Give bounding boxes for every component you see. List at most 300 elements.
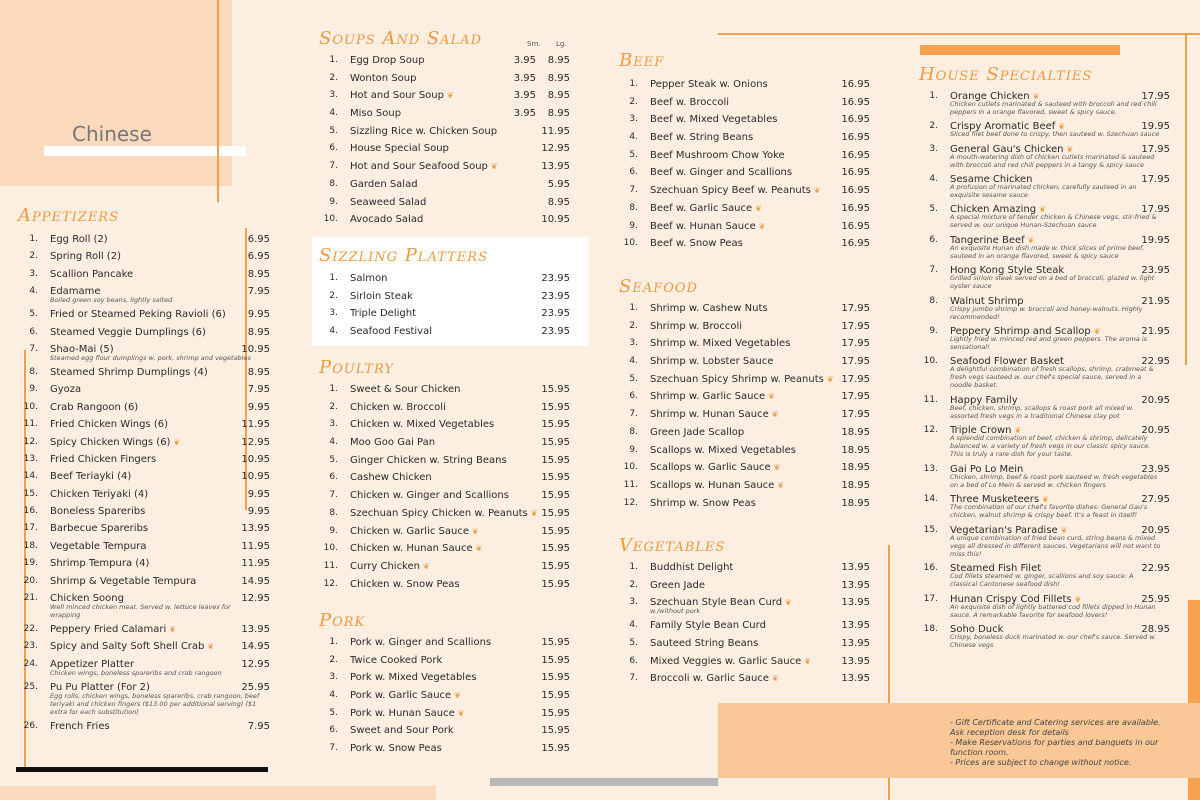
item-price-large: 8.95 [547,196,570,208]
item-name: Chicken w. Garlic Sauce ❦ [350,525,479,537]
menu-item[interactable] [318,140,570,158]
item-price: 16.95 [841,79,870,90]
menu-item[interactable] [18,718,270,735]
item-price: 16.95 [841,202,870,214]
pork-list [318,634,570,758]
item-description: An exquisite Hunan dish made w. thick slices of prime beef, sauteed in an orange flavored, sweet & spicy sauce [950,243,1145,260]
menu-item[interactable] [618,318,870,336]
pepper-icon: ❦ [1027,235,1035,245]
item-name: Szechuan Spicy Shrimp w. Peanuts ❦ [650,373,834,385]
note-line: - Gift Certificate and Catering services are available. [950,718,1161,727]
pepper-icon: ❦ [826,374,834,384]
item-number: 7. [629,185,638,196]
menu-item[interactable] [18,638,270,655]
menu-item[interactable] [618,111,870,129]
item-price: 15.95 [541,707,570,719]
item-price: 17.95 [841,409,870,421]
item-name: General Gau's Chicken ❦ [950,143,1074,155]
item-price: 12.95 [241,436,270,448]
item-price: 17.95 [1141,173,1170,185]
pepper-icon: ❦ [758,221,766,231]
menu-item[interactable] [618,670,870,688]
item-price: 20.95 [1141,524,1170,536]
menu-item[interactable] [618,164,870,182]
item-name: Fried Chicken Wings (6) [50,419,168,431]
note-line: - Make Reservations for parties and banquets in our [950,738,1159,747]
menu-item[interactable] [318,399,570,417]
menu-item[interactable] [918,392,1170,422]
pepper-icon: ❦ [530,508,538,518]
item-number: 7. [929,265,938,276]
item-price: 9.95 [247,401,270,413]
menu-item[interactable] [18,341,270,364]
item-number: 10. [323,543,338,554]
item-name: Shrimp w. Hunan Sauce ❦ [650,409,779,421]
menu-item[interactable] [18,679,270,718]
item-number: 1. [329,273,338,283]
item-number: 6. [629,391,638,402]
pepper-icon: ❦ [1060,525,1068,535]
item-price-large: 13.95 [541,161,570,173]
pepper-icon: ❦ [1074,594,1082,604]
menu-item[interactable] [18,468,270,485]
pepper-icon: ❦ [777,480,785,490]
item-price: 25.95 [241,681,270,693]
item-price: 15.95 [541,384,570,395]
pepper-icon: ❦ [1093,326,1101,336]
item-name: Steamed Veggie Dumplings (6) [50,326,206,338]
item-name: Chicken w. Mixed Vegetables [350,419,495,431]
pepper-icon: ❦ [207,642,215,652]
menu-item[interactable] [318,652,570,670]
item-number: 2. [29,251,38,262]
menu-item[interactable] [18,520,270,537]
menu-item[interactable] [618,388,870,406]
item-price-large: 8.95 [547,55,570,66]
item-name: Gyoza [50,384,82,396]
menu-item[interactable] [618,459,870,477]
item-description: Beef, chicken, shrimp, scallops & roast pork all mixed w. assorted fresh vegs in a traditional Chinese clay pot [950,403,1134,420]
item-price: 15.95 [541,578,570,590]
item-name: Chicken Soong [50,593,124,605]
menu-item[interactable] [318,434,570,452]
item-price: 17.95 [1141,204,1170,216]
item-price: 15.95 [541,654,570,666]
menu-item[interactable] [318,558,570,576]
item-number: 15. [23,488,38,499]
menu-item[interactable] [918,491,1170,521]
item-number: 8. [29,366,38,377]
item-number: 11. [623,479,638,490]
pepper-icon: ❦ [475,544,483,554]
menu-item[interactable] [618,353,870,371]
menu-item[interactable] [18,248,270,265]
item-name: Green Jade Scallop [650,426,745,438]
menu-item[interactable] [18,364,270,381]
appetizers-title: Appetizers [18,205,120,226]
item-number: 5. [629,373,638,384]
specialties-title: House Specialties [919,64,1093,85]
item-name: Beef Mushroom Chow Yoke [650,149,785,161]
item-number: 10. [323,214,338,225]
menu-item[interactable] [618,182,870,200]
menu-item[interactable] [618,300,870,318]
menu-item[interactable] [918,232,1170,262]
menu-item[interactable] [618,442,870,460]
item-price: 13.95 [841,638,870,650]
pepper-icon: ❦ [1032,92,1040,101]
menu-item[interactable] [918,621,1170,651]
item-name: Tangerine Beef ❦ [950,234,1035,246]
item-price: 23.95 [541,326,570,338]
item-description: Steamed egg flour dumplings w. pork, shrimp and vegetables [50,353,251,362]
item-price: 6.95 [247,251,270,263]
item-name: Scallops w. Hunan Sauce ❦ [650,479,785,491]
menu-item[interactable] [318,452,570,470]
item-number: 9. [629,444,638,455]
pepper-icon: ❦ [1014,426,1022,436]
item-price: 15.95 [541,725,570,737]
item-price: 9.95 [247,506,270,518]
item-price: 21.95 [1141,295,1170,307]
menu-item[interactable] [618,200,870,218]
menu-item[interactable] [618,424,870,442]
item-price-large: 11.95 [541,125,570,137]
item-price-large: 12.95 [541,143,570,155]
size-small-label: Sm. [527,40,541,48]
menu-item[interactable] [618,218,870,236]
menu-item[interactable] [618,477,870,495]
pepper-icon: ❦ [1066,144,1074,154]
menu-item[interactable] [318,288,570,306]
menu-item[interactable] [318,323,570,341]
item-name: Pork w. Hunan Sauce ❦ [350,707,465,719]
item-number: 10. [623,462,638,473]
soups-title: Soups And Salad [319,28,483,49]
menu-item[interactable] [18,324,270,341]
item-number: 6. [329,143,338,154]
item-name: Seafood Flower Basket [950,356,1064,368]
menu-item[interactable] [18,573,270,590]
item-number: 3. [629,114,638,125]
menu-item[interactable] [318,523,570,541]
menu-item[interactable] [318,634,570,652]
menu-item[interactable] [18,266,270,283]
item-number: 8. [629,202,638,213]
item-name: Egg Drop Soup [350,55,425,66]
menu-item[interactable] [918,201,1170,231]
item-number: 3. [329,308,338,319]
menu-item[interactable] [618,371,870,389]
item-price: 15.95 [541,543,570,555]
item-name: Sweet & Sour Chicken [350,384,461,395]
decor-bottom-black-bar [16,767,268,772]
item-name: Garden Salad [350,178,418,190]
menu-item[interactable] [918,171,1170,201]
item-price-large: 5.95 [547,178,570,190]
item-price: 23.95 [541,273,570,284]
menu-item[interactable] [18,416,270,433]
item-name: Hunan Crispy Cod Fillets ❦ [950,593,1082,605]
item-number: 10. [923,356,938,367]
menu-item[interactable] [918,88,1170,118]
menu-item[interactable] [18,434,270,451]
item-price: 15.95 [541,690,570,702]
menu-item[interactable] [18,621,270,638]
item-name: Shrimp & Vegetable Tempura [50,575,197,587]
item-name: Scallops w. Garlic Sauce ❦ [650,462,781,474]
menu-item[interactable] [318,305,570,323]
item-price: 10.95 [241,343,270,355]
menu-item[interactable] [18,231,270,248]
menu-item[interactable] [618,235,870,253]
menu-item[interactable] [618,406,870,424]
menu-item[interactable] [618,559,870,577]
specialties-list [918,88,1170,651]
menu-item[interactable] [318,416,570,434]
item-name: Mixed Veggies w. Garlic Sauce ❦ [650,655,811,667]
item-price: 8.95 [247,268,270,280]
item-number: 1. [29,234,38,244]
menu-item[interactable] [318,505,570,523]
item-number: 18. [923,624,938,635]
item-name: Crispy Aromatic Beef ❦ [950,121,1066,133]
menu-item[interactable] [918,262,1170,292]
menu-item[interactable] [918,323,1170,353]
item-description: Crispy, boneless duck marinated w. our chef's sauce. Served w. Chinese vegs [950,633,1157,650]
item-name: Gai Po Lo Mein [950,463,1024,475]
item-price: 17.95 [1141,91,1170,102]
menu-item[interactable] [318,576,570,594]
item-name: Triple Delight [350,308,417,320]
item-number: 7. [329,161,338,172]
item-name: House Special Soup [350,143,449,155]
item-number: 3. [29,268,38,279]
item-price: 11.95 [241,540,270,552]
item-price-small: 3.95 [513,108,536,120]
menu-item[interactable] [618,76,870,94]
item-price: 17.95 [1141,143,1170,155]
item-number: 18. [23,540,38,551]
item-name: Scallops w. Mixed Vegetables [650,444,796,456]
menu-item[interactable] [318,105,570,123]
menu-item[interactable] [18,538,270,555]
item-number: 16. [23,506,38,517]
menu-item[interactable] [18,590,270,621]
menu-item[interactable] [18,283,270,306]
item-price: 17.95 [841,391,870,403]
menu-item[interactable] [18,451,270,468]
item-name: Moo Goo Gai Pan [350,437,436,449]
menu-item[interactable] [318,176,570,194]
menu-item[interactable] [18,381,270,398]
menu-item[interactable] [918,141,1170,171]
menu-item[interactable] [318,87,570,105]
item-price: 11.95 [241,419,270,431]
item-number: 3. [629,338,638,349]
menu-item[interactable] [618,653,870,671]
item-name: Fried or Steamed Peking Ravioli (6) [50,309,226,321]
note-line: - Prices are subject to change without notice. [950,758,1132,767]
item-description: Chicken, shrimp, beef & roast pork sauteed w. fresh vegetables on a bed of Lo Mein & served w. chicken fingers [950,472,1158,489]
menu-item[interactable] [918,293,1170,323]
menu-item[interactable] [318,487,570,505]
item-price: 13.95 [841,673,870,685]
decor-vline [217,0,219,202]
menu-item[interactable] [18,306,270,323]
item-number: 1. [329,384,338,394]
item-number: 23. [23,641,38,652]
item-number: 4. [329,326,338,337]
note-line: function room. [950,748,1009,757]
item-name: Hot and Sour Seafood Soup ❦ [350,161,498,173]
menu-item[interactable] [918,353,1170,392]
item-description: A splendid combination of beef, chicken & shrimp, delicately balanced w. a variety of fresh vegs in our classic spicy sauce. This is truly a rare dish for your taste. [950,434,1151,459]
item-number: 4. [629,356,638,367]
menu-item[interactable] [618,495,870,513]
menu-item[interactable] [18,503,270,520]
menu-item[interactable] [318,70,570,88]
menu-item[interactable] [918,560,1170,590]
item-number: 10. [23,401,38,412]
item-name: Scallion Pancake [50,268,134,280]
item-price: 16.95 [841,220,870,232]
pepper-icon: ❦ [804,656,811,666]
item-description: Lightly fried w. minced red and green peppers. The aroma is sensational! [950,334,1148,351]
menu-item[interactable] [318,123,570,141]
item-number: 3. [629,597,638,608]
item-name: Shrimp Tempura (4) [50,558,150,570]
item-description: Crispy jumbo shrimp w. broccoli and honey-walnuts. Highly recommended! [950,304,1143,321]
item-number: 5. [629,638,638,649]
item-name: Sirloin Steak [350,290,413,302]
menu-item[interactable] [318,469,570,487]
menu-item[interactable] [618,617,870,635]
pepper-icon: ❦ [771,410,779,420]
item-price: 13.95 [841,620,870,632]
item-number: 10. [623,238,638,249]
item-price: 23.95 [1141,463,1170,475]
menu-item[interactable] [918,461,1170,491]
menu-item[interactable] [18,656,270,679]
item-name: Beef Teriayki (4) [50,471,132,483]
item-name: French Fries [50,720,110,732]
pepper-icon: ❦ [454,691,461,701]
menu-item[interactable] [318,52,570,70]
menu-item[interactable] [318,540,570,558]
item-price: 22.95 [1141,563,1170,575]
menu-item[interactable] [918,118,1170,140]
item-price: 25.95 [1141,593,1170,605]
item-name: Chicken w. Snow Peas [350,578,460,590]
item-name: Avocado Salad [350,214,424,226]
item-number: 6. [629,655,638,666]
menu-item[interactable] [618,577,870,595]
item-name: Broccoli w. Garlic Sauce ❦ [650,673,779,685]
item-number: 12. [923,425,938,436]
pepper-icon: ❦ [768,392,775,402]
pepper-icon: ❦ [813,186,821,196]
item-price: 7.95 [247,286,270,298]
item-description: A mouth-watering dish of chicken cutlets marinated & sauteed with broccoli and red chili peppers in a tangy & spicy sauce [950,152,1155,169]
item-price: 23.95 [541,308,570,320]
item-number: 1. [629,303,638,313]
sizzling-title: Sizzling Platters [319,245,488,266]
menu-item[interactable] [318,687,570,705]
menu-item[interactable] [618,594,870,617]
menu-item[interactable] [318,158,570,176]
menu-item[interactable] [918,591,1170,621]
menu-item[interactable] [18,486,270,503]
menu-item[interactable] [18,399,270,416]
menu-item[interactable] [318,381,570,399]
item-price-large: 10.95 [541,214,570,226]
item-number: 4. [329,437,338,448]
menu-item[interactable] [918,422,1170,461]
menu-item[interactable] [618,94,870,112]
item-number: 4. [929,173,938,184]
menu-item[interactable] [618,635,870,653]
item-number: 1. [629,562,638,572]
item-name: Shao-Mai (5) [50,343,114,355]
menu-item[interactable] [618,335,870,353]
menu-item[interactable] [18,555,270,572]
item-price: 15.95 [541,672,570,684]
menu-item[interactable] [318,270,570,288]
item-price: 16.95 [841,132,870,144]
item-number: 12. [23,436,38,447]
vegetables-list [618,559,870,688]
item-number: 5. [929,204,938,215]
item-price: 15.95 [541,637,570,648]
menu-item[interactable] [318,722,570,740]
item-price: 16.95 [841,238,870,250]
item-name: Shrimp w. Cashew Nuts [650,303,768,314]
item-price: 18.95 [841,444,870,456]
pepper-icon: ❦ [773,463,781,473]
item-name: Szechuan Spicy Beef w. Peanuts ❦ [650,185,821,197]
item-price: 17.95 [841,356,870,368]
menu-item[interactable] [318,705,570,723]
item-number: 2. [329,401,338,412]
brand-title: Chinese [72,122,152,146]
item-name: Crab Rangoon (6) [50,401,139,413]
item-name: Seaweed Salad [350,196,427,208]
item-price: 15.95 [541,490,570,502]
item-number: 7. [29,343,38,354]
item-name: Vegetable Tempura [50,540,147,552]
item-description: w./without pork [650,607,701,616]
seafood-title: Seafood [619,276,698,297]
item-name: Peppery Fried Calamari ❦ [50,624,176,636]
pepper-icon: ❦ [423,561,430,571]
menu-item[interactable] [618,129,870,147]
item-number: 8. [929,295,938,306]
item-name: Hot and Sour Soup ❦ [350,90,454,102]
menu-item[interactable] [618,147,870,165]
item-name: Beef w. Mixed Vegetables [650,114,778,126]
menu-item[interactable] [318,740,570,758]
pepper-icon: ❦ [173,437,181,447]
item-price: 22.95 [1141,356,1170,368]
menu-item[interactable] [318,194,570,212]
item-name: Beef w. Garlic Sauce ❦ [650,202,762,214]
menu-item[interactable] [918,522,1170,561]
menu-item[interactable] [318,211,570,229]
menu-item[interactable] [318,669,570,687]
item-number: 2. [929,121,938,132]
item-number: 5. [329,454,338,465]
